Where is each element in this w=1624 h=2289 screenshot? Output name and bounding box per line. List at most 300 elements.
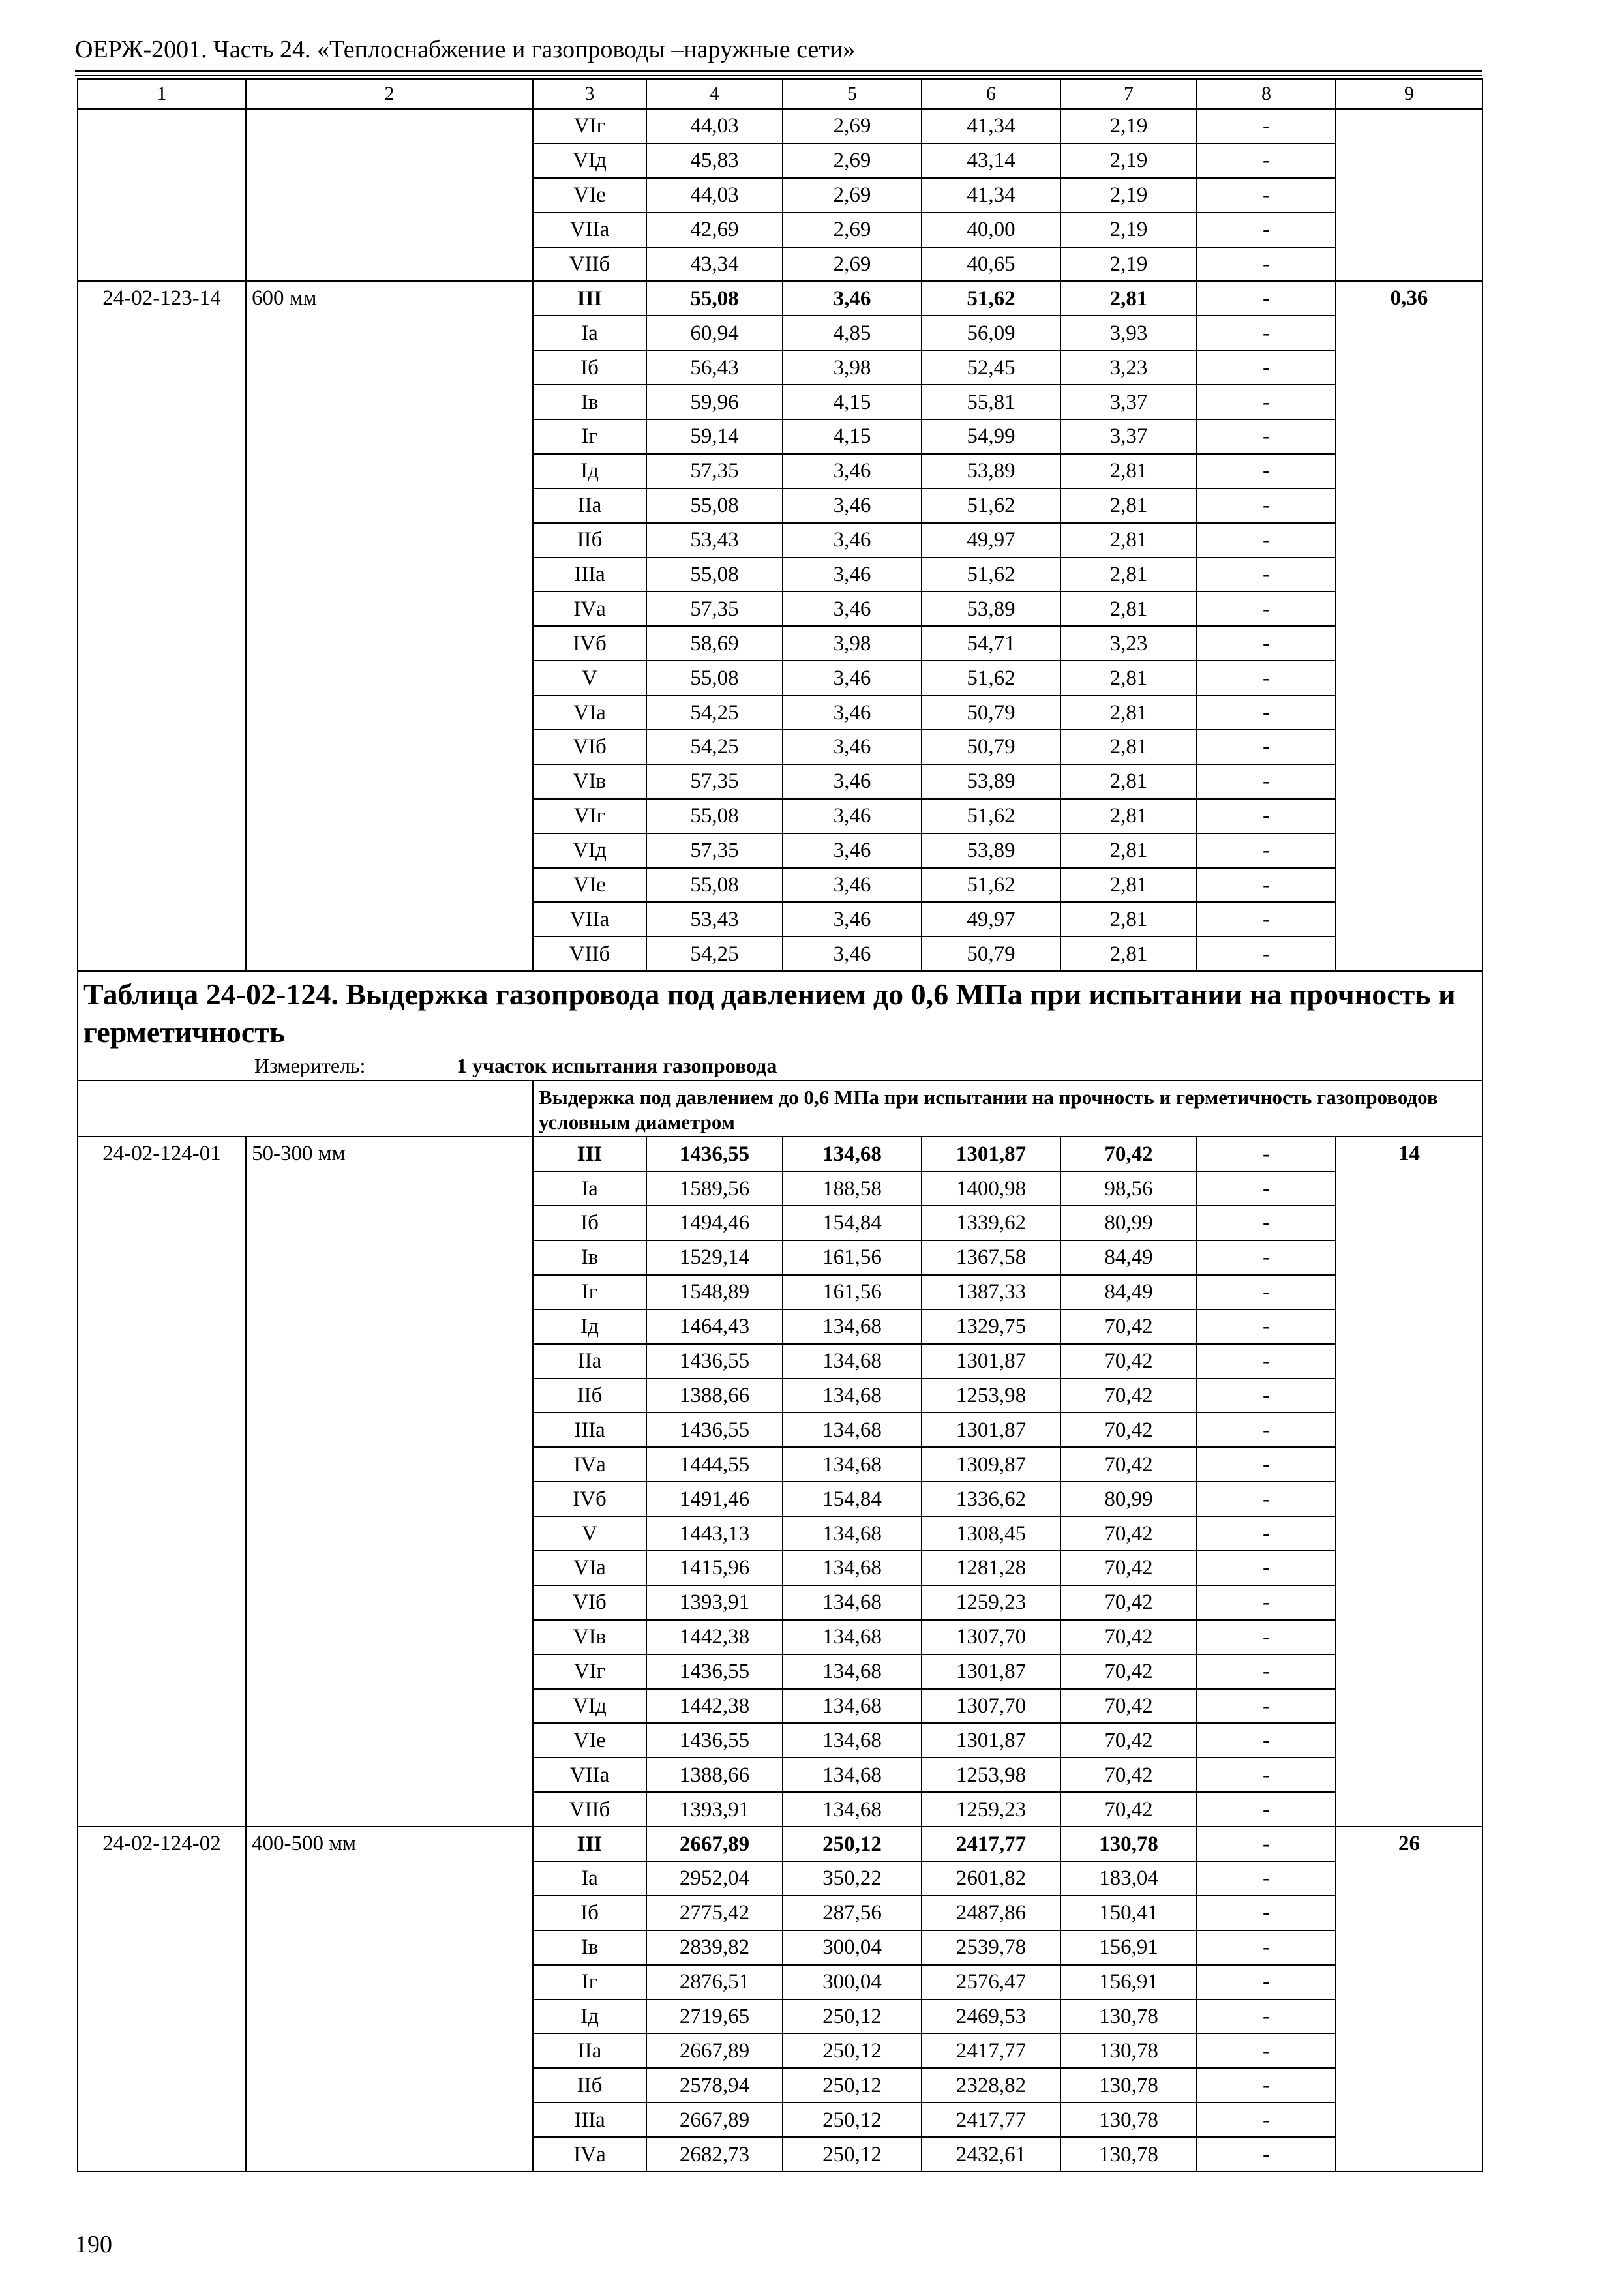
value-cell: 2667,89 — [646, 2033, 783, 2068]
value-cell: IIIа — [533, 2102, 646, 2137]
subheading-row — [78, 1081, 1482, 1137]
value-cell: 70,42 — [1060, 1689, 1197, 1724]
diameter-cell: 600 мм — [246, 281, 533, 971]
header-rule — [75, 70, 1482, 72]
value-cell: 53,89 — [922, 833, 1060, 868]
value-cell: 49,97 — [922, 902, 1060, 936]
value-cell: 3,46 — [783, 764, 922, 799]
value-cell: 1436,55 — [646, 1723, 783, 1758]
value-cell: 134,68 — [783, 1792, 922, 1827]
value-cell: Iг — [533, 419, 646, 454]
value-cell: IVа — [533, 1447, 646, 1482]
value-cell: 45,83 — [646, 143, 783, 178]
value-cell: 55,08 — [646, 488, 783, 523]
value-cell: - — [1197, 626, 1336, 661]
value-cell: VIб — [533, 730, 646, 764]
value-cell: 51,62 — [922, 558, 1060, 592]
value-cell: 250,12 — [783, 2068, 922, 2102]
value-cell: - — [1197, 109, 1336, 143]
value-cell: 43,34 — [646, 247, 783, 282]
value-cell: 2,81 — [1060, 902, 1197, 936]
value-cell: - — [1197, 1792, 1336, 1827]
value-cell: 1253,98 — [922, 1379, 1060, 1413]
value-cell: IIа — [533, 1344, 646, 1379]
value-cell: IVб — [533, 626, 646, 661]
value-cell: - — [1197, 799, 1336, 833]
value-cell: 3,46 — [783, 799, 922, 833]
value-cell: 58,69 — [646, 626, 783, 661]
value-cell: 1436,55 — [646, 1137, 783, 1171]
value-cell: 2432,61 — [922, 2137, 1060, 2172]
value-cell: IVа — [533, 591, 646, 626]
value-cell: 350,22 — [783, 1861, 922, 1896]
value-cell: 3,98 — [783, 626, 922, 661]
value-cell: 1387,33 — [922, 1275, 1060, 1309]
value-cell: IIб — [533, 1379, 646, 1413]
value-cell: 2775,42 — [646, 1896, 783, 1930]
header-rule-thin — [75, 75, 1482, 76]
value-cell: 154,84 — [783, 1206, 922, 1240]
value-cell: IIIа — [533, 1413, 646, 1447]
value-cell: 1442,38 — [646, 1689, 783, 1724]
code-cell: 24-02-124-01 — [78, 1137, 246, 1827]
value-cell: 41,34 — [922, 109, 1060, 143]
diameter-cell: 50-300 мм — [246, 1137, 533, 1827]
value-cell: 57,35 — [646, 454, 783, 488]
value-cell: 41,34 — [922, 178, 1060, 213]
price-table — [77, 78, 1483, 2172]
value-cell: - — [1197, 1999, 1336, 2034]
value-cell: 54,25 — [646, 936, 783, 971]
value-cell: 2682,73 — [646, 2137, 783, 2172]
col9-cell: 26 — [1336, 1827, 1482, 2172]
value-cell: 70,42 — [1060, 1137, 1197, 1171]
code-cell: 24-02-124-02 — [78, 1827, 246, 2172]
value-cell: 59,96 — [646, 385, 783, 419]
value-cell: Iд — [533, 454, 646, 488]
value-cell: 3,46 — [783, 833, 922, 868]
table-title: Таблица 24-02-124. Выдержка газопровода под давлением до 0,6 МПа при испытании на прочность и герметичность — [83, 978, 1456, 1049]
table-title-cell — [78, 971, 1482, 1081]
value-cell: 130,78 — [1060, 1827, 1197, 1861]
value-cell: VIг — [533, 109, 646, 143]
value-cell: 134,68 — [783, 1447, 922, 1482]
value-cell: VIIа — [533, 213, 646, 247]
code-cell: 24-02-123-14 — [78, 281, 246, 971]
table-row — [78, 281, 1482, 316]
value-cell: 250,12 — [783, 1999, 922, 2034]
value-cell: 55,08 — [646, 868, 783, 903]
code-cell — [78, 109, 246, 281]
value-cell: Iв — [533, 1240, 646, 1275]
value-cell: 134,68 — [783, 1723, 922, 1758]
value-cell: - — [1197, 1413, 1336, 1447]
column-number: 8 — [1197, 79, 1336, 109]
value-cell: 2,81 — [1060, 868, 1197, 903]
value-cell: 3,46 — [783, 868, 922, 903]
running-header: ОЕРЖ-2001. Часть 24. «Теплоснабжение и газопроводы –наружные сети» — [75, 36, 856, 63]
value-cell: 44,03 — [646, 178, 783, 213]
column-number: 7 — [1060, 79, 1197, 109]
value-cell: - — [1197, 1206, 1336, 1240]
value-cell: - — [1197, 281, 1336, 316]
value-cell: 2,19 — [1060, 109, 1197, 143]
column-number: 3 — [533, 79, 646, 109]
value-cell: 4,15 — [783, 385, 922, 419]
value-cell: 50,79 — [922, 730, 1060, 764]
value-cell: 1329,75 — [922, 1309, 1060, 1344]
value-cell: 84,49 — [1060, 1275, 1197, 1309]
value-cell: 3,93 — [1060, 316, 1197, 350]
value-cell: 3,46 — [783, 454, 922, 488]
value-cell: IIIа — [533, 558, 646, 592]
value-cell: 1436,55 — [646, 1344, 783, 1379]
value-cell: 42,69 — [646, 213, 783, 247]
value-cell: 70,42 — [1060, 1447, 1197, 1482]
col9-cell: 0,36 — [1336, 281, 1482, 971]
value-cell: 49,97 — [922, 523, 1060, 558]
value-cell: 3,46 — [783, 488, 922, 523]
value-cell: 3,23 — [1060, 626, 1197, 661]
value-cell: 1589,56 — [646, 1171, 783, 1206]
value-cell: 2576,47 — [922, 1965, 1060, 1999]
value-cell: 1309,87 — [922, 1447, 1060, 1482]
value-cell: - — [1197, 1896, 1336, 1930]
value-cell: 2952,04 — [646, 1861, 783, 1896]
value-cell: 130,78 — [1060, 2068, 1197, 2102]
column-number: 6 — [922, 79, 1060, 109]
value-cell: 1393,91 — [646, 1792, 783, 1827]
value-cell: 2,81 — [1060, 730, 1197, 764]
value-cell: 156,91 — [1060, 1965, 1197, 1999]
value-cell: 154,84 — [783, 1482, 922, 1516]
value-cell: 51,62 — [922, 488, 1060, 523]
value-cell: 55,08 — [646, 799, 783, 833]
diameter-cell — [246, 109, 533, 281]
value-cell: 50,79 — [922, 695, 1060, 730]
table-row — [78, 1827, 1482, 1861]
value-cell: 2,69 — [783, 178, 922, 213]
value-cell: 70,42 — [1060, 1654, 1197, 1689]
value-cell: 51,62 — [922, 661, 1060, 695]
table-title-row — [78, 971, 1482, 1081]
value-cell: 130,78 — [1060, 2102, 1197, 2137]
value-cell: 3,37 — [1060, 419, 1197, 454]
value-cell: Iа — [533, 1861, 646, 1896]
value-cell: 250,12 — [783, 2102, 922, 2137]
value-cell: 2539,78 — [922, 1930, 1060, 1965]
value-cell: 287,56 — [783, 1896, 922, 1930]
value-cell: 1464,43 — [646, 1309, 783, 1344]
value-cell: 134,68 — [783, 1689, 922, 1724]
value-cell: Iа — [533, 316, 646, 350]
value-cell: - — [1197, 454, 1336, 488]
value-cell: - — [1197, 1447, 1336, 1482]
value-cell: 1259,23 — [922, 1792, 1060, 1827]
value-cell: 1253,98 — [922, 1758, 1060, 1792]
value-cell: 2,81 — [1060, 764, 1197, 799]
value-cell: - — [1197, 1827, 1336, 1861]
value-cell: 3,46 — [783, 591, 922, 626]
value-cell: - — [1197, 1137, 1336, 1171]
value-cell: 2417,77 — [922, 2102, 1060, 2137]
value-cell: IIб — [533, 2068, 646, 2102]
value-cell: 2,81 — [1060, 488, 1197, 523]
value-cell: VIг — [533, 799, 646, 833]
value-cell: - — [1197, 695, 1336, 730]
value-cell: 60,94 — [646, 316, 783, 350]
value-cell: 1388,66 — [646, 1379, 783, 1413]
value-cell: VIб — [533, 1585, 646, 1620]
column-number: 2 — [246, 79, 533, 109]
value-cell: 1308,45 — [922, 1516, 1060, 1551]
value-cell: 54,99 — [922, 419, 1060, 454]
value-cell: 1259,23 — [922, 1585, 1060, 1620]
value-cell: 1307,70 — [922, 1689, 1060, 1724]
value-cell: - — [1197, 936, 1336, 971]
value-cell: IVб — [533, 1482, 646, 1516]
value-cell: VIIб — [533, 936, 646, 971]
value-cell: 70,42 — [1060, 1379, 1197, 1413]
value-cell: 2839,82 — [646, 1930, 783, 1965]
table-row — [78, 109, 1482, 143]
value-cell: 2,19 — [1060, 178, 1197, 213]
value-cell: 2,19 — [1060, 213, 1197, 247]
value-cell: Iб — [533, 1206, 646, 1240]
value-cell: 1301,87 — [922, 1137, 1060, 1171]
value-cell: VIIа — [533, 1758, 646, 1792]
value-cell: 1301,87 — [922, 1723, 1060, 1758]
value-cell: 134,68 — [783, 1309, 922, 1344]
value-cell: 2487,86 — [922, 1896, 1060, 1930]
value-cell: VIв — [533, 1620, 646, 1654]
value-cell: 134,68 — [783, 1379, 922, 1413]
value-cell: 3,23 — [1060, 350, 1197, 385]
value-cell: 250,12 — [783, 2137, 922, 2172]
value-cell: VIд — [533, 1689, 646, 1724]
value-cell: Iг — [533, 1965, 646, 1999]
value-cell: 53,43 — [646, 902, 783, 936]
value-cell: 70,42 — [1060, 1758, 1197, 1792]
value-cell: 1436,55 — [646, 1654, 783, 1689]
value-cell: - — [1197, 1482, 1336, 1516]
value-cell: 1444,55 — [646, 1447, 783, 1482]
value-cell: 1301,87 — [922, 1413, 1060, 1447]
subheading-spacer — [78, 1081, 533, 1137]
value-cell: VIв — [533, 764, 646, 799]
column-number: 4 — [646, 79, 783, 109]
value-cell: 51,62 — [922, 868, 1060, 903]
value-cell: - — [1197, 730, 1336, 764]
value-cell: 53,89 — [922, 591, 1060, 626]
value-cell: 1436,55 — [646, 1413, 783, 1447]
value-cell: VIа — [533, 695, 646, 730]
value-cell: 3,46 — [783, 661, 922, 695]
value-cell: VIг — [533, 1654, 646, 1689]
value-cell: 70,42 — [1060, 1792, 1197, 1827]
measure-line — [83, 1051, 1477, 1080]
value-cell: 134,68 — [783, 1413, 922, 1447]
value-cell: - — [1197, 213, 1336, 247]
value-cell: - — [1197, 2102, 1336, 2137]
value-cell: 2,69 — [783, 109, 922, 143]
value-cell: 70,42 — [1060, 1620, 1197, 1654]
measure-label: Измеритель: — [254, 1054, 366, 1078]
value-cell: III — [533, 1137, 646, 1171]
value-cell: 1307,70 — [922, 1620, 1060, 1654]
value-cell: - — [1197, 868, 1336, 903]
value-cell: IIб — [533, 523, 646, 558]
value-cell: 2719,65 — [646, 1999, 783, 2034]
value-cell: 44,03 — [646, 109, 783, 143]
value-cell: Iб — [533, 1896, 646, 1930]
value-cell: - — [1197, 247, 1336, 282]
value-cell: - — [1197, 1689, 1336, 1724]
value-cell: 53,89 — [922, 764, 1060, 799]
value-cell: 1281,28 — [922, 1551, 1060, 1585]
col9-cell: 14 — [1336, 1137, 1482, 1827]
value-cell: 53,89 — [922, 454, 1060, 488]
value-cell: 2,81 — [1060, 281, 1197, 316]
value-cell: 2667,89 — [646, 2102, 783, 2137]
value-cell: 40,65 — [922, 247, 1060, 282]
value-cell: 57,35 — [646, 764, 783, 799]
value-cell: 134,68 — [783, 1654, 922, 1689]
value-cell: 134,68 — [783, 1344, 922, 1379]
value-cell: 2,81 — [1060, 454, 1197, 488]
value-cell: 250,12 — [783, 1827, 922, 1861]
value-cell: - — [1197, 350, 1336, 385]
value-cell: - — [1197, 1758, 1336, 1792]
value-cell: 2876,51 — [646, 1965, 783, 1999]
value-cell: - — [1197, 1620, 1336, 1654]
value-cell: 54,71 — [922, 626, 1060, 661]
value-cell: Iд — [533, 1309, 646, 1344]
value-cell: - — [1197, 764, 1336, 799]
value-cell: 55,08 — [646, 558, 783, 592]
value-cell: 2,81 — [1060, 833, 1197, 868]
value-cell: - — [1197, 1585, 1336, 1620]
value-cell: 156,91 — [1060, 1930, 1197, 1965]
value-cell: 1339,62 — [922, 1206, 1060, 1240]
value-cell: 1529,14 — [646, 1240, 783, 1275]
value-cell: 188,58 — [783, 1171, 922, 1206]
value-cell: 134,68 — [783, 1758, 922, 1792]
value-cell: VIIб — [533, 1792, 646, 1827]
value-cell: 1367,58 — [922, 1240, 1060, 1275]
value-cell: V — [533, 1516, 646, 1551]
value-cell: 98,56 — [1060, 1171, 1197, 1206]
value-cell: 1494,46 — [646, 1206, 783, 1240]
value-cell: 57,35 — [646, 833, 783, 868]
value-cell: 161,56 — [783, 1240, 922, 1275]
value-cell: 134,68 — [783, 1137, 922, 1171]
value-cell: 1400,98 — [922, 1171, 1060, 1206]
value-cell: 3,46 — [783, 695, 922, 730]
value-cell: 2,81 — [1060, 661, 1197, 695]
value-cell: 56,43 — [646, 350, 783, 385]
value-cell: 2,81 — [1060, 695, 1197, 730]
value-cell: - — [1197, 661, 1336, 695]
value-cell: - — [1197, 1275, 1336, 1309]
value-cell: - — [1197, 143, 1336, 178]
value-cell: - — [1197, 488, 1336, 523]
value-cell: 2,81 — [1060, 799, 1197, 833]
value-cell: 2,81 — [1060, 936, 1197, 971]
page-number: 190 — [75, 2231, 112, 2258]
value-cell: - — [1197, 2137, 1336, 2172]
value-cell: 2,19 — [1060, 143, 1197, 178]
value-cell: - — [1197, 1379, 1336, 1413]
value-cell: 50,79 — [922, 936, 1060, 971]
value-cell: 70,42 — [1060, 1723, 1197, 1758]
value-cell: 4,15 — [783, 419, 922, 454]
value-cell: VIе — [533, 1723, 646, 1758]
value-cell: 1491,46 — [646, 1482, 783, 1516]
col9-cell — [1336, 109, 1482, 281]
value-cell: - — [1197, 385, 1336, 419]
value-cell: - — [1197, 833, 1336, 868]
value-cell: - — [1197, 523, 1336, 558]
value-cell: IVа — [533, 2137, 646, 2172]
value-cell: 43,14 — [922, 143, 1060, 178]
table-row — [78, 1137, 1482, 1171]
value-cell: - — [1197, 1965, 1336, 1999]
value-cell: VIе — [533, 178, 646, 213]
column-number: 1 — [78, 79, 246, 109]
value-cell: 1443,13 — [646, 1516, 783, 1551]
value-cell: 56,09 — [922, 316, 1060, 350]
value-cell: 3,46 — [783, 558, 922, 592]
value-cell: Iд — [533, 1999, 646, 2034]
value-cell: 2,19 — [1060, 247, 1197, 282]
value-cell: - — [1197, 1240, 1336, 1275]
value-cell: VIе — [533, 868, 646, 903]
value-cell: 1415,96 — [646, 1551, 783, 1585]
value-cell: 54,25 — [646, 730, 783, 764]
diameter-cell: 400-500 мм — [246, 1827, 533, 2172]
value-cell: 1548,89 — [646, 1275, 783, 1309]
value-cell: 55,08 — [646, 281, 783, 316]
value-cell: 3,46 — [783, 902, 922, 936]
value-cell: IIа — [533, 488, 646, 523]
value-cell: 130,78 — [1060, 2033, 1197, 2068]
value-cell: 1336,62 — [922, 1482, 1060, 1516]
value-cell: 57,35 — [646, 591, 783, 626]
value-cell: V — [533, 661, 646, 695]
column-number-row — [78, 79, 1482, 109]
value-cell: - — [1197, 1171, 1336, 1206]
subheading: Выдержка под давлением до 0,6 МПа при испытании на прочность и герметичность газопроводов условным диаметром — [533, 1081, 1482, 1137]
value-cell: 3,46 — [783, 523, 922, 558]
value-cell: 70,42 — [1060, 1413, 1197, 1447]
value-cell: VIIа — [533, 902, 646, 936]
value-cell: 2,81 — [1060, 523, 1197, 558]
value-cell: 1301,87 — [922, 1344, 1060, 1379]
measure-value: 1 участок испытания газопровода — [457, 1054, 777, 1078]
value-cell: III — [533, 1827, 646, 1861]
value-cell: - — [1197, 1516, 1336, 1551]
value-cell: 3,46 — [783, 936, 922, 971]
value-cell: 130,78 — [1060, 2137, 1197, 2172]
value-cell: - — [1197, 591, 1336, 626]
value-cell: VIд — [533, 833, 646, 868]
value-cell: 54,25 — [646, 695, 783, 730]
value-cell: 2,69 — [783, 143, 922, 178]
value-cell: Iв — [533, 1930, 646, 1965]
value-cell: 40,00 — [922, 213, 1060, 247]
value-cell: 134,68 — [783, 1585, 922, 1620]
